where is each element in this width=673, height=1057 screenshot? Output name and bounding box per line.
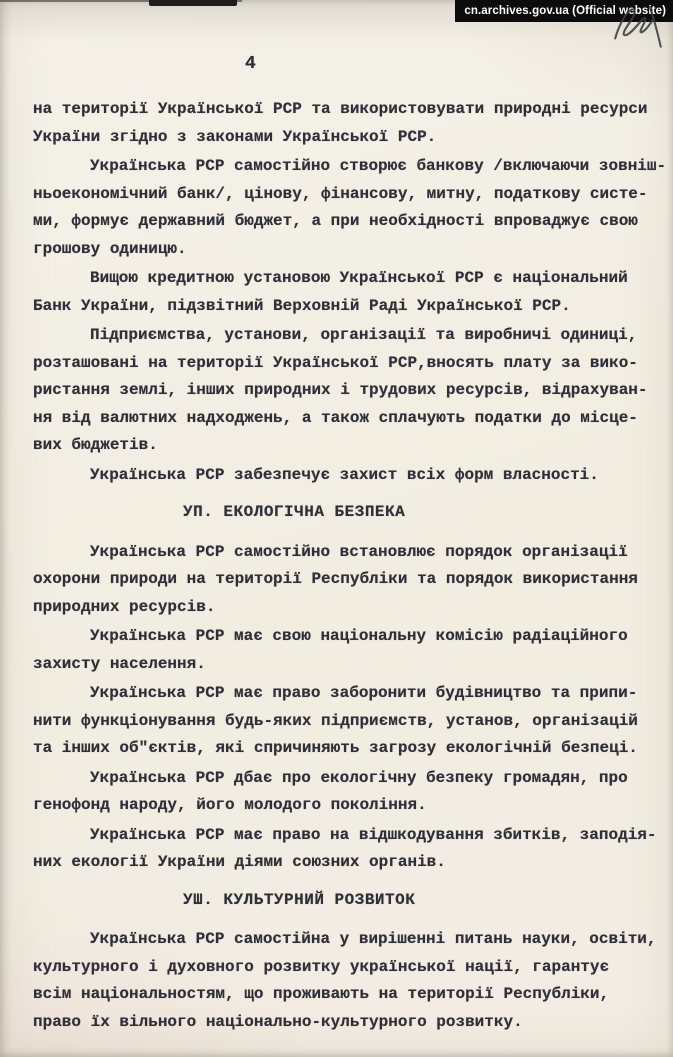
text-line: ньоекономічний банк/, цінову, фінансову, митну, податкову систе- [33,184,648,203]
handwritten-signature-icon [607,3,668,53]
text-line: ня від валютних надходжень, а також сплачують податки до місце- [33,408,638,427]
text-line: них екології України діями союзних органів. [33,853,446,871]
paragraph [33,265,655,320]
text-line: Українська РСР має право на відшкодування збитків, заподія- [90,825,657,844]
text-line: вих бюджетів. [33,436,158,454]
paragraph [33,96,655,151]
text-line: Банк України, підзвітний Верховній Раді Української РСР. [33,296,571,315]
text-line: нити функціонування будь-яких підприємств, установ, організацій [33,711,638,730]
text-line: культурного і духовного розвитку української нації, гарантує [33,957,610,976]
paragraph [33,539,655,622]
paragraph [33,623,655,678]
text-line: Українська РСР дбає про екологічну безпеку громадян, про [90,768,628,787]
document-body [33,96,667,1038]
text-line: право їх вільного національно-культурного розвитку. [33,1012,523,1031]
paragraph [33,822,655,877]
section-heading: УП. ЕКОЛОГІЧНА БЕЗПЕКА [183,503,406,521]
text-line: Українська РСР самостійно встановлює порядок організації [90,542,628,561]
text-line: ристання землі, інших природних і трудових ресурсів, відрахуван- [33,381,648,399]
paragraph [33,462,655,490]
text-line: на території Української РСР та використовувати природні ресурси [33,100,648,118]
text-line: охорони природи на території Республіки та порядок використання [33,570,638,588]
text-line: та інших об"єктів, які спричиняють загрозу екологічній безпеці. [33,739,638,757]
paragraph [33,322,655,460]
section-heading: УШ. КУЛЬТУРНИЙ РОЗВИТОК [183,890,416,909]
text-line: Українська РСР забезпечує захист всіх форм власності. [90,465,599,484]
paragraph [33,926,655,1036]
watermark-badge: cn.archives.gov.ua (Official website) [455,0,673,22]
text-line: Українська РСР має право заборонити будівництво та припи- [90,684,638,702]
paragraph [33,680,655,763]
text-line: захисту населення. [33,654,206,673]
text-line: грошову одиницю. [33,239,187,258]
text-line: розташовані на території Української РСР,вносять плату за вико- [33,353,638,372]
text-line: генофонд народу, його молодого покоління. [33,796,427,814]
text-line: природних ресурсів. [33,597,216,616]
text-line: Українська РСР самостійна у вирішенні питань науки, освіти, [90,930,657,948]
scan-mark-artifact [149,0,237,6]
paragraph [33,765,655,820]
text-line: Українська РСР має свою національну комісію радіаційного [90,627,628,645]
text-line: ми, формує державний бюджет, а при необхідності впроваджує свою [33,212,638,230]
text-line: України згідно з законами Української РСР. [33,127,437,146]
page-number: 4 [245,54,256,74]
text-line: Українська РСР самостійно створює банкову /включаючи зовніш- [90,157,667,175]
paragraph [33,153,667,263]
text-line: Підприємства, установи, організації та виробничі одиниці, [90,326,638,344]
text-line: всім національностям, що проживають на території Республіки, [33,985,610,1003]
text-line: Вищою кредитною установою Української РСР є національний [90,269,628,287]
